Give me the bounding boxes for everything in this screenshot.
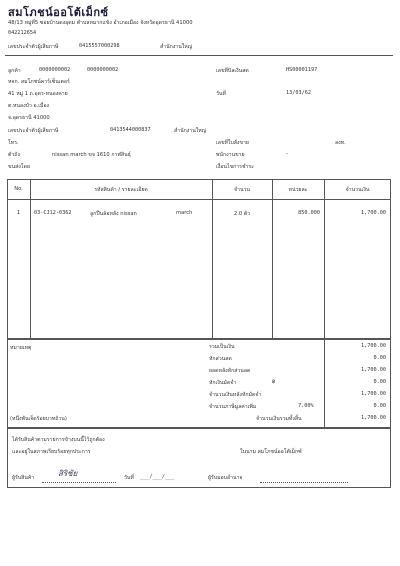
header-divider <box>5 55 393 56</box>
header-no: No. <box>14 186 23 192</box>
bill-no-label: เลขที่บิลเงินสด <box>216 68 249 74</box>
customer-addr-1: 41 หมู่ 1 ถ.อุดร-หนองคาย <box>8 91 68 97</box>
header-amount: จำนวนเงิน <box>345 187 370 193</box>
total-label-3: ยอดหลังหักส่วนลด <box>209 368 251 374</box>
received-line-2: และอยู่ในสภาพเรียบร้อยทุกประการ <box>12 449 91 455</box>
customer-code-2: 0000000002 <box>87 67 119 73</box>
authorized-sign-line <box>260 482 348 483</box>
company-tax-id: 0415557000298 <box>79 43 120 49</box>
header-price: หน่วยละ <box>288 187 308 193</box>
received-line-1: ได้รับสินค้าตามรายการข้างบนนี้ไว้ถูกต้อง <box>12 437 105 443</box>
total-value-5: 1,700.00 <box>361 391 386 397</box>
total-value-4: 0.00 <box>373 379 386 385</box>
customer-name: หจก. สมโภชน์คาร์เซ็นเตอร์ <box>8 79 70 85</box>
customer-car: nissan march ขจ 1610 กาฬสินธุ์ <box>52 152 131 158</box>
table-header-divider <box>7 199 391 200</box>
invoice-ref-right: ลงท. <box>335 140 346 146</box>
receiver-sign-line <box>42 482 116 483</box>
customer-addr-2: ต.หนองบัว อ.เมือง <box>8 103 50 109</box>
row-desc: ลูกปืนล้อหลัง nissan <box>90 211 137 217</box>
total-label-5: จำนวนเงินหลังหักมัดจำ <box>209 392 262 398</box>
customer-tax-label: เลขประจำตัวผู้เสียภาษี <box>8 128 59 134</box>
receiver-date: ___/___/___ <box>140 474 175 480</box>
row-code: 03-CJ12-0362 <box>34 210 72 216</box>
customer-code-label: ลูกค้า <box>8 68 21 74</box>
row-model: march <box>176 210 193 216</box>
total-label-1: รวมเป็นเงิน <box>209 344 235 350</box>
customer-code: 0000000002 <box>39 67 71 73</box>
customer-tax-id: 0413544000837 <box>110 127 151 133</box>
total-value-3: 1,700.00 <box>361 367 386 373</box>
customer-phone-label: โทร. <box>8 140 19 146</box>
total-value-2: 0.00 <box>373 355 386 361</box>
authorized-label: ผู้รับมอบอำนาจ <box>208 475 243 481</box>
row-price: 850.000 <box>298 210 320 216</box>
total-label-6: จำนวนภาษีมูลค่าเพิ่ม <box>209 404 257 410</box>
total-label-7: จำนวนเงินรวมทั้งสิ้น <box>256 416 302 422</box>
company-branch: สำนักงานใหญ่ <box>160 44 193 50</box>
date-label: วันที่ <box>216 91 226 97</box>
total-value-7: 1,700.00 <box>361 415 386 421</box>
header-qty: จำนวน <box>234 187 250 193</box>
company-address: 48/13 หมู่ที่5 ซอยบ้านดงอุดม ตำบลหมากแข้ง อำเภอเมือง จังหวัดอุดรธานี 41000 <box>8 20 193 26</box>
customer-sendto-label: ขนส่งโดย <box>8 164 30 170</box>
company-name: สมโภชน์ออโต้เม็กซ์ <box>8 6 109 19</box>
date-value: 13/03/62 <box>286 90 311 96</box>
salesman-label: พนักงานขาย <box>216 152 245 158</box>
bill-no: HS00001197 <box>286 67 318 73</box>
credit-label: เงื่อนไขการชำระ <box>216 164 254 170</box>
customer-addr-3: จ.อุดรธานี 41000 <box>8 115 50 121</box>
remark-label: หมายเหตุ <box>10 345 32 351</box>
company-phone: 042212654 <box>8 30 37 36</box>
total-extra-4: ฿ <box>272 379 276 385</box>
row-no: 1 <box>16 210 21 216</box>
company-tax-label: เลขประจำตัวผู้เสียภาษี <box>8 44 59 50</box>
total-extra-6: 7.00% <box>298 403 314 409</box>
receiver-signature: สิริชัย <box>58 469 78 478</box>
header-desc: รหัสสินค้า / รายละเอียด <box>94 187 148 193</box>
customer-car-label: ตัวถัง <box>8 152 20 158</box>
total-value-1: 1,700.00 <box>361 343 386 349</box>
receiver-date-label: วันที่ <box>124 475 134 481</box>
customer-branch: สำนักงานใหญ่ <box>174 128 207 134</box>
salesman-value: - <box>286 151 288 157</box>
receiver-label: ผู้รับสินค้า <box>12 475 35 481</box>
total-value-6: 0.00 <box>373 403 386 409</box>
total-label-2: หักส่วนลด <box>209 356 232 362</box>
on-behalf: ในนาม สมโภชน์ออโต้เม็กซ์ <box>240 449 302 455</box>
row-qty: 2.0 ตัว <box>233 211 251 217</box>
total-label-4: หักเงินมัดจำ <box>209 380 237 386</box>
amount-words: (หนึ่งพันเจ็ดร้อยบาทถ้วน) <box>10 416 67 422</box>
row-amount: 1,700.00 <box>361 210 386 216</box>
items-table <box>7 179 391 339</box>
invoice-ref-label: เลขที่ใบสั่งขาย <box>216 140 249 146</box>
